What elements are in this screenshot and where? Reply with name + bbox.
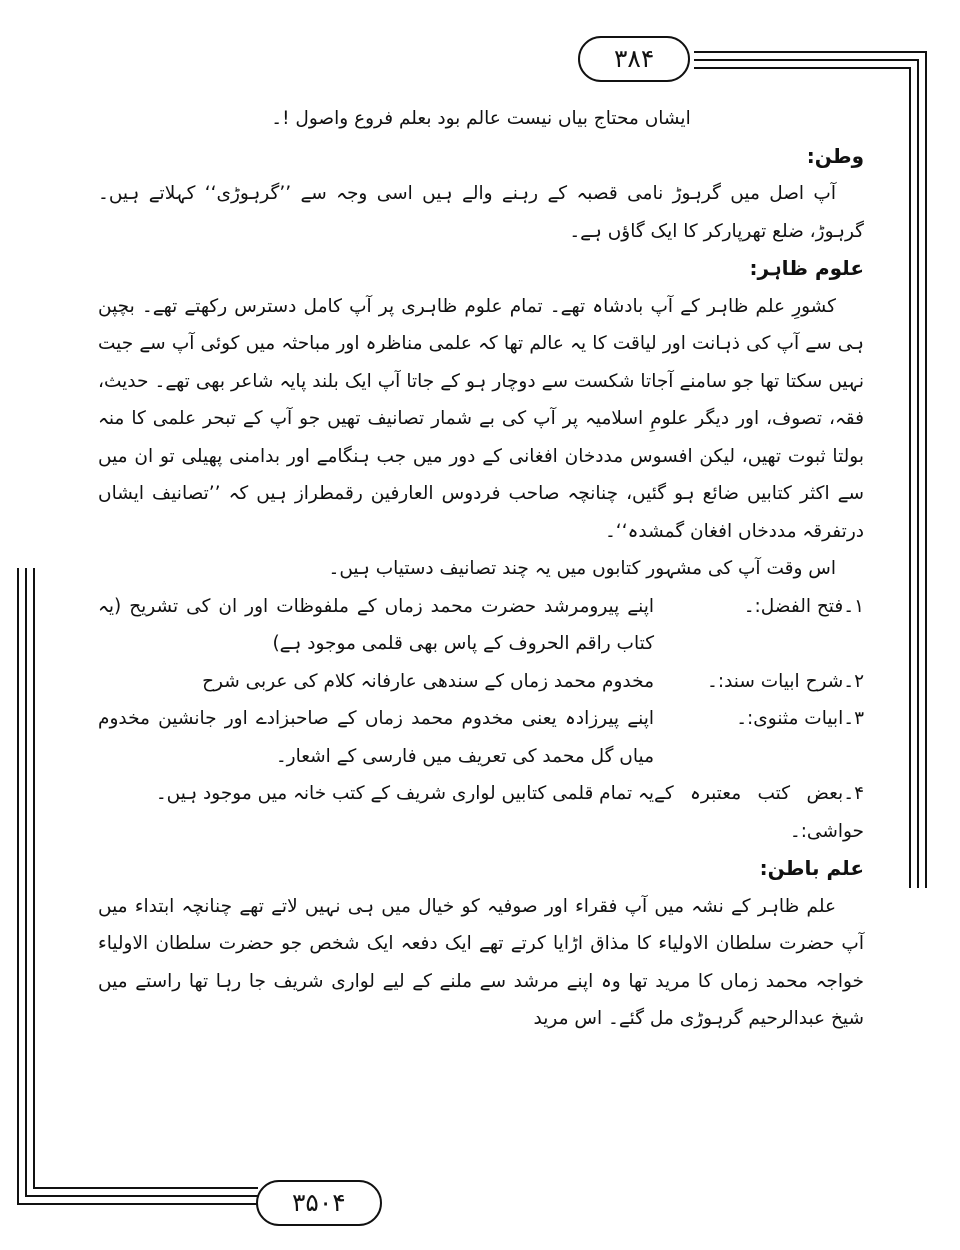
uloom-zahir-paragraph: کشورِ علم ظاہر کے آپ بادشاہ تھے۔ تمام علوم ظاہری پر آپ کامل دسترس رکھتے تھے۔ بچپن ہی سے آپ کی ذہانت اور لیاقت کا یہ عالم تھا کہ علمی مناظرہ اور مباحثہ میں کوئی آپ سے جیت نہیں سکتا تھا جو سامنے آجاتا شکست سے دوچار ہو کے جاتا آپ ایک بلند پایہ شاعر بھی تھے۔ حدیث، فقہ، تصوف، اور دیگر علومِ اسلامیہ پر آپ کی بے شمار تصانیف تھیں جو آپ کے تبحر علمی کا منہ بولتا ثبوت تھیں، لیکن افسوس مددخان افغانی کے دور میں جب ہنگامے اور بدامنی پھیلی تو ان میں سے اکثر کتابیں ضائع ہو گئیں، چنانچہ صاحب فردوس العارفین رقمطراز ہیں کہ ’’تصانیف ایشاں درتفرقہ مددخاں افغان گمشدہ‘‘۔ [98,295,864,542]
watan-paragraph: آپ اصل میں گرہوڑ نامی قصبہ کے رہنے والے ہیں اسی وجہ سے ’’گرہوڑی‘‘ کہلاتے ہیں۔ گرہوڑ، ضلع تھرپارکر کا ایک گاؤں ہے۔ [98,183,864,242]
works-list-item [98,700,864,775]
section-heading-watan: وطن: [806,143,864,168]
work-title: ۳۔ابیات مثنوی:۔ [736,708,864,729]
works-list-item [98,775,864,850]
works-list-item [98,588,864,663]
available-works-intro: اس وقت آپ کی مشہور کتابوں میں یہ چند تصانیف دستیاب ہیں۔ [328,558,836,579]
work-description: یہ تمام قلمی کتابیں لواری شریف کے کتب خانہ میں موجود ہیں۔ [155,783,654,804]
page-body [98,100,864,1038]
work-title: ۲۔شرح ابیات سند:۔ [707,670,864,692]
work-title: ۱۔فتح الفضل:۔ [743,595,864,617]
section-heading-uloom-zahir: علوم ظاہر: [749,256,864,280]
works-list-item [98,663,864,701]
section-heading-ilm-batin: علم باطن: [759,856,864,880]
work-description: اپنے پیرومرشد حضرت محمد زماں کے ملفوظات اور ان کی تشریح (یہ کتاب راقم الحروف کے پاس بھی قلمی موجود ہے) [98,595,654,654]
page-number-bottom: ۳۵۰۴ [256,1180,382,1226]
work-title: ۴۔بعض کتب معتبرہ کے حواشی:۔ [654,783,864,842]
opening-verse: ایشاں محتاج بیاں نیست عالم بود بعلم فروع واصول !۔ [271,108,691,129]
work-description: مخدوم محمد زماں کے سندھی عارفانہ کلام کی عربی شرح [202,670,654,692]
ilm-batin-paragraph: علم ظاہر کے نشہ میں آپ فقراء اور صوفیہ کو خیال میں ہی نہیں لاتے تھے چنانچہ ابتداء میں آپ حضرت سلطان الاولیاء کا مذاق اڑایا کرتے تھے ایک دفعہ ایک شخص جو حضرت سلطان الاولیاء خواجہ محمد زماں کا مرید تھا وہ اپنے مرشد سے ملنے کے لیے لواری شریف جا رہا تھا راستے میں شیخ عبدالرحیم گرہوڑی مل گئے۔ اس مرید [98,895,864,1029]
page-number-top: ۳۸۴ [578,36,690,82]
work-description: اپنے پیرزادہ یعنی مخدوم محمد زماں کے صاحبزادے اور جانشین مخدوم میاں گل محمد کی تعریف میں فارسی کے اشعار۔ [98,708,654,767]
